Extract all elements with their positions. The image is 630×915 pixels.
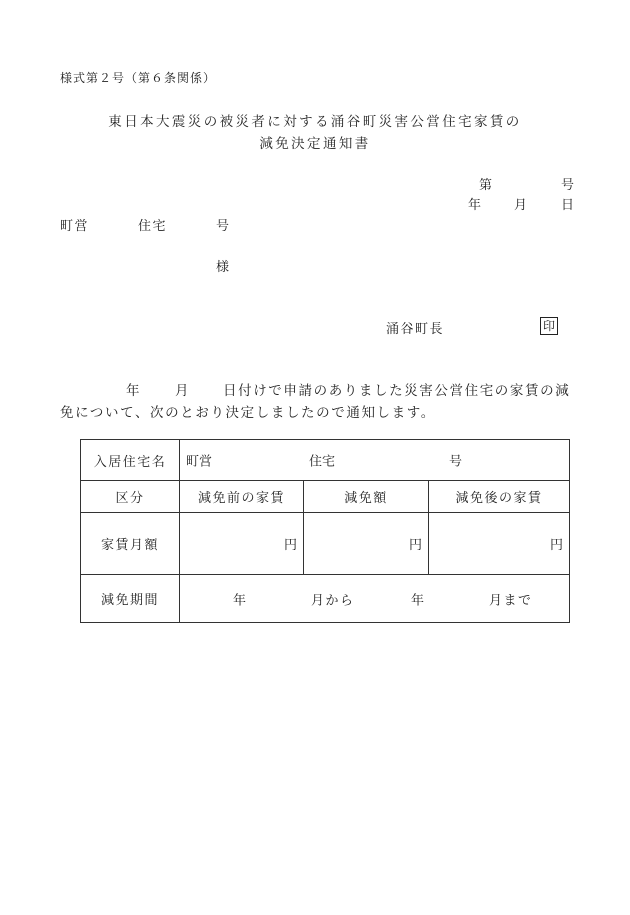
after-rent-header: 減免後の家賃 xyxy=(429,481,570,513)
residence-label: 入居住宅名 xyxy=(81,440,180,481)
residence-number: 号 xyxy=(449,454,463,470)
address-town: 町営 xyxy=(60,219,90,234)
period-month-from: 月から xyxy=(311,593,355,608)
seal-stamp: 印 xyxy=(540,317,558,335)
doc-number-go: 号 xyxy=(561,178,575,193)
body-month: 月 xyxy=(175,383,189,399)
table-row-monthly-rent xyxy=(81,513,570,575)
category-label: 区分 xyxy=(81,481,180,513)
address-housing: 住宅 xyxy=(138,219,168,234)
body-year: 年 xyxy=(126,383,140,399)
table-row-residence xyxy=(81,440,570,481)
form-number-label: 様式第２号（第６条関係） xyxy=(60,71,217,85)
doc-number-dai: 第 xyxy=(479,178,493,193)
table-row-header xyxy=(81,481,570,513)
period-year-from: 年 xyxy=(233,593,247,608)
reduction-amount-header: 減免額 xyxy=(304,481,429,513)
residence-housing: 住宅 xyxy=(309,454,336,470)
residence-name-cell xyxy=(180,440,570,481)
address-number: 号 xyxy=(216,219,230,234)
addressee-suffix: 様 xyxy=(216,260,230,275)
rent-reduction-table xyxy=(80,439,570,623)
before-rent-header: 減免前の家賃 xyxy=(180,481,304,513)
after-rent-yen: 円 xyxy=(429,513,570,575)
residence-town: 町営 xyxy=(186,454,213,470)
body-line2: 免について、次のとおり決定しましたので通知します。 xyxy=(60,405,436,421)
document-title-line2: 減免決定通知書 xyxy=(259,136,371,152)
body-line1-rest: 日付けで申請のありました災害公営住宅の家賃の減 xyxy=(223,383,571,399)
date-month: 月 xyxy=(514,198,528,213)
table-row-period xyxy=(81,575,570,623)
period-label: 減免期間 xyxy=(81,575,180,623)
period-cell xyxy=(180,575,570,623)
monthly-rent-label: 家賃月額 xyxy=(81,513,180,575)
period-year-to: 年 xyxy=(411,593,425,608)
period-month-to: 月まで xyxy=(489,593,533,608)
date-day: 日 xyxy=(561,198,575,213)
reduction-amount-yen: 円 xyxy=(304,513,429,575)
document-title-line1: 東日本大震災の被災者に対する涌谷町災害公営住宅家賃の xyxy=(108,114,522,130)
before-rent-yen: 円 xyxy=(180,513,304,575)
date-year: 年 xyxy=(468,198,482,213)
sender-title: 涌谷町長 xyxy=(386,322,445,337)
